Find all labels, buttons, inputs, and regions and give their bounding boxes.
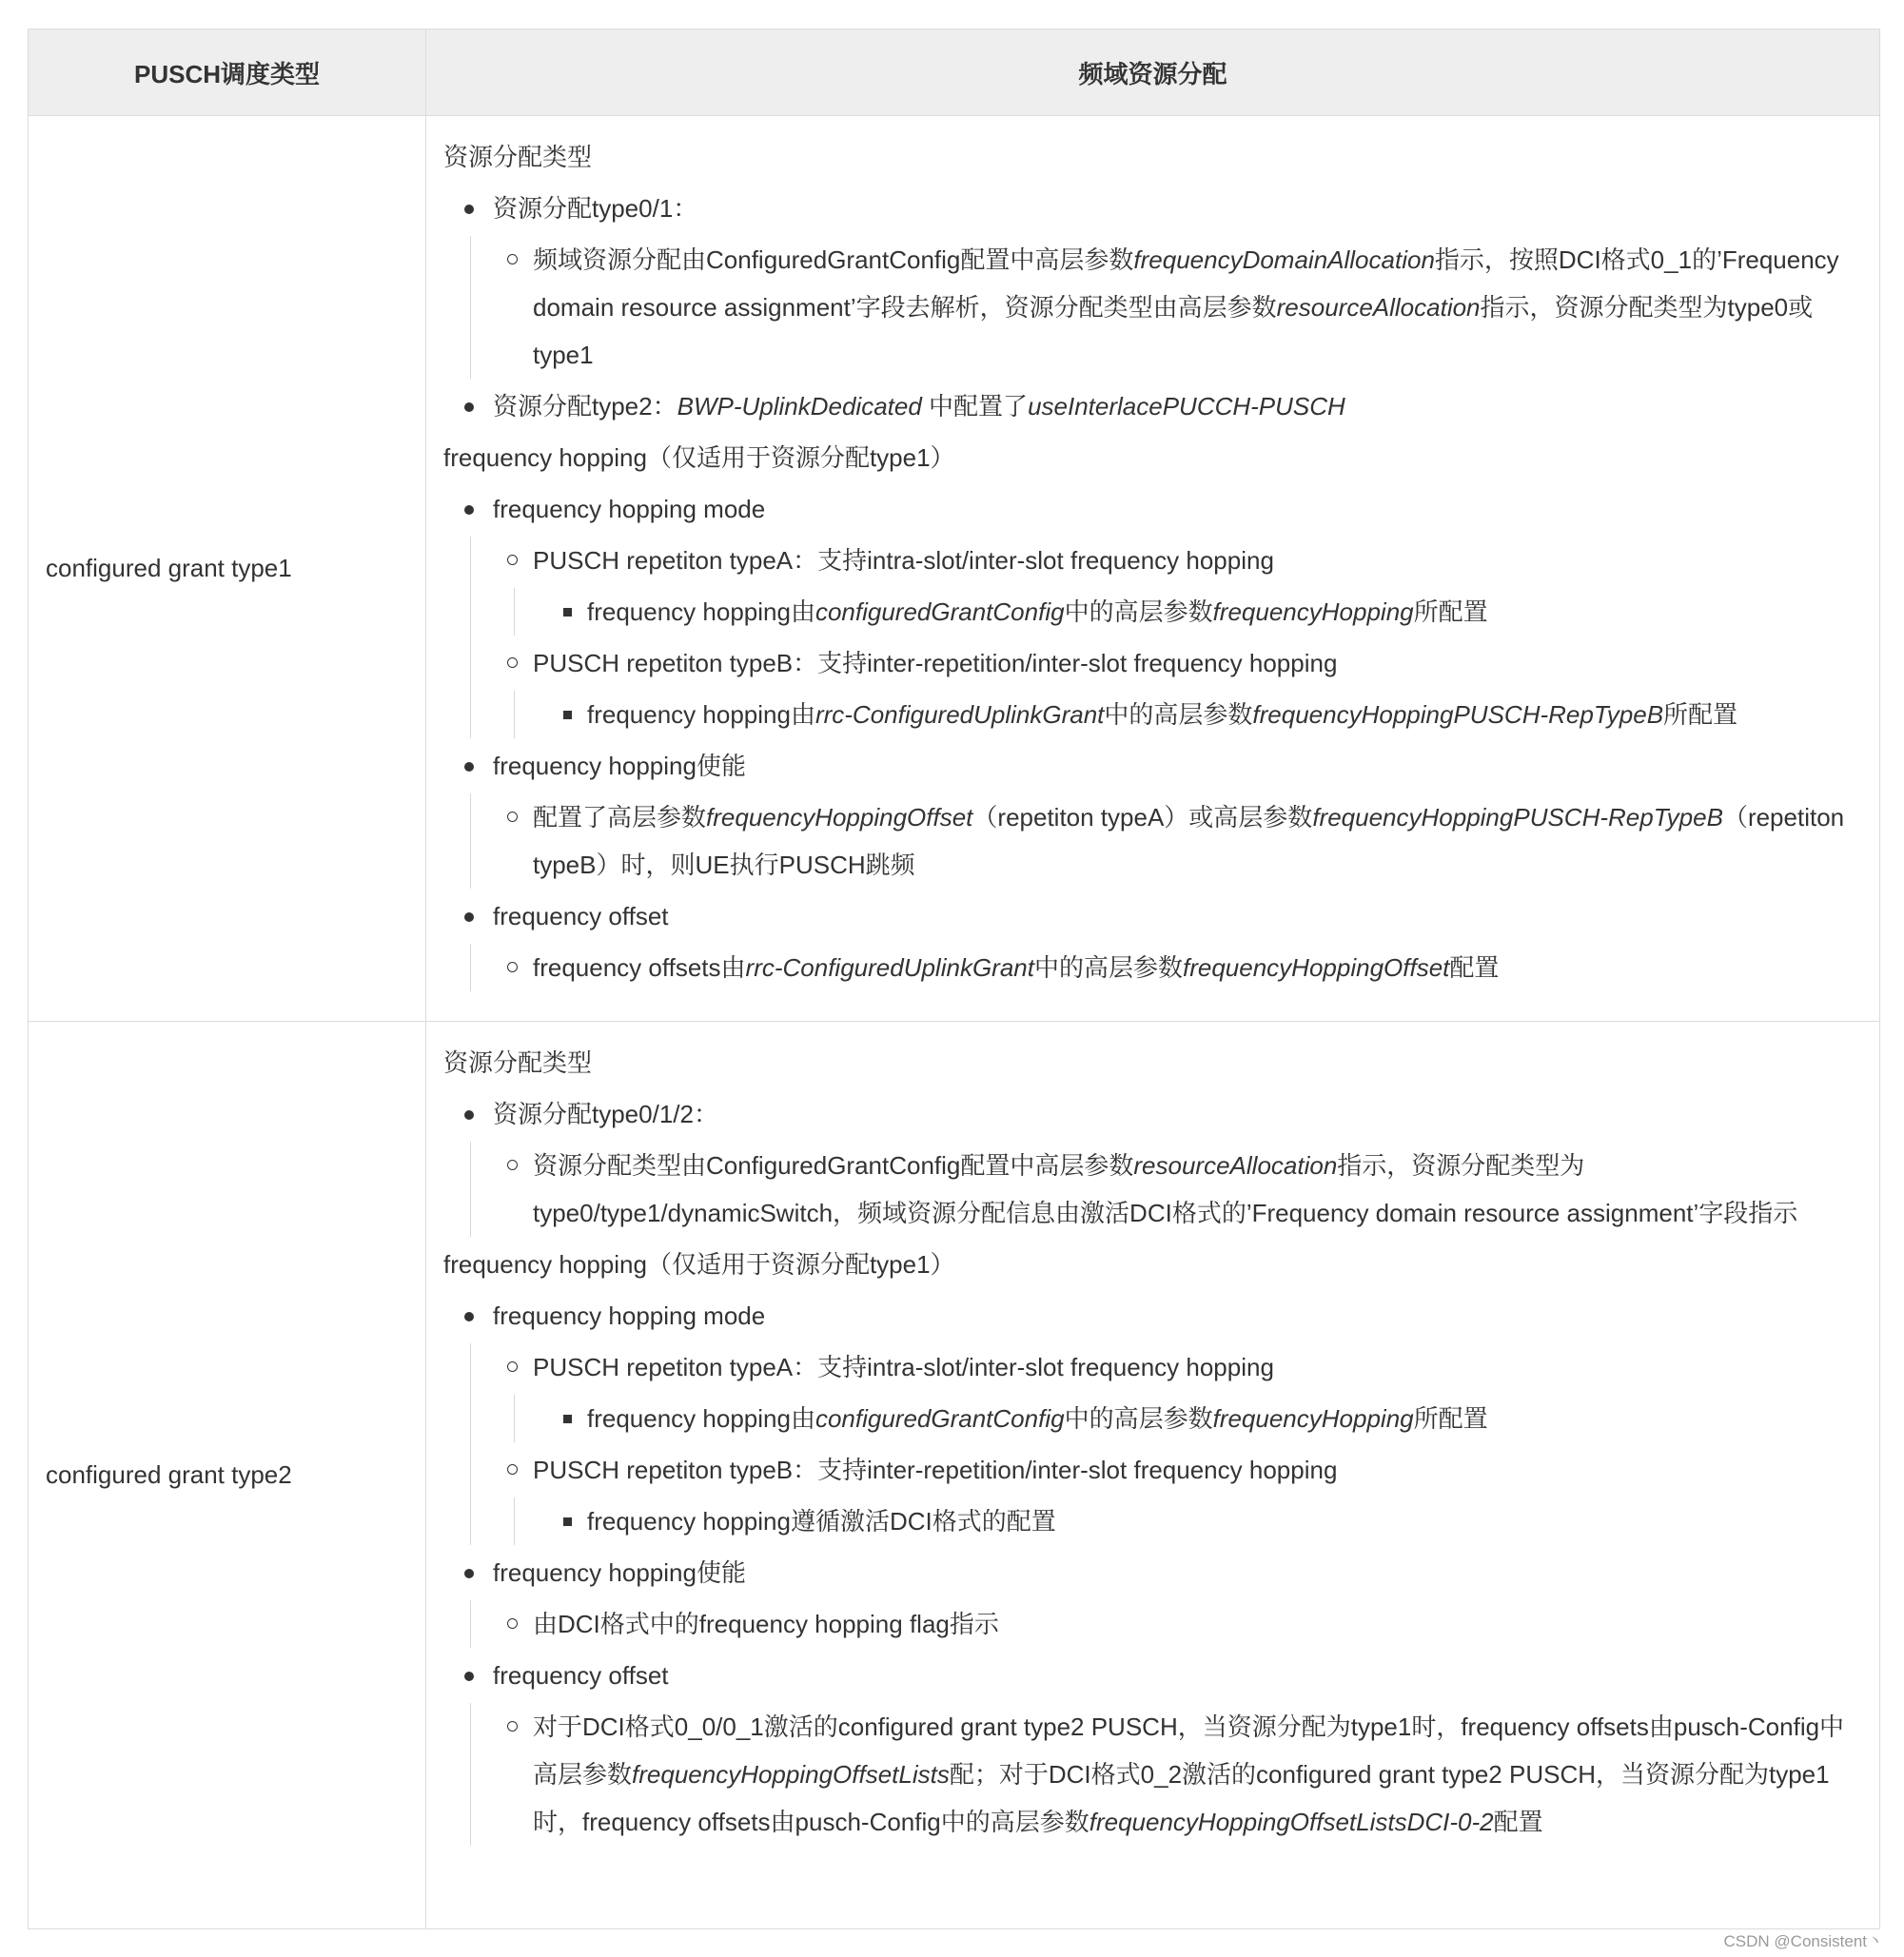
list-item: frequency hopping由rrc-ConfiguredUplinkGrant中的高层参数frequencyHoppingPUSCH-RepTypeB所配置 xyxy=(563,691,1851,738)
list-item: frequency hopping遵循激活DCI格式的配置 xyxy=(563,1497,1851,1545)
list-item: frequency offset xyxy=(443,892,1851,940)
list-item: frequency offsets由rrc-ConfiguredUplinkGrant中的高层参数frequencyHoppingOffset配置 xyxy=(506,944,1851,991)
list-item: 资源分配type2：BWP-UplinkDedicated 中配置了useInterlacePUCCH-PUSCH xyxy=(443,382,1851,430)
nested-list xyxy=(470,1142,1851,1237)
resource-allocation-table xyxy=(28,29,1880,1929)
header-pusch-type: PUSCH调度类型 xyxy=(29,29,426,116)
watermark: CSDN @Consistent丶 xyxy=(1723,1932,1883,1950)
list-item: 由DCI格式中的frequency hopping flag指示 xyxy=(506,1600,1851,1648)
nested-list xyxy=(470,944,1851,991)
nested-list xyxy=(514,1395,1851,1442)
row-type-label: configured grant type1 xyxy=(29,116,426,1022)
list-item: 资源分配type0/1/2： xyxy=(443,1090,1851,1138)
list-item: PUSCH repetiton typeA：支持intra-slot/inter-slot frequency hopping xyxy=(506,1343,1851,1391)
list-item: frequency hopping使能 xyxy=(443,1549,1851,1596)
nested-list xyxy=(470,1600,1851,1648)
nested-list xyxy=(514,1497,1851,1545)
alloc-title: 资源分配类型 xyxy=(443,143,593,171)
hop-title: frequency hopping（仅适用于资源分配type1） xyxy=(443,1250,955,1279)
nested-list xyxy=(470,1703,1851,1846)
alloc-title: 资源分配类型 xyxy=(443,1048,593,1077)
list-item: PUSCH repetiton typeB：支持inter-repetition/inter-slot frequency hopping xyxy=(506,1446,1851,1494)
nested-list xyxy=(470,793,1851,889)
table-row xyxy=(29,116,1880,1022)
nested-list xyxy=(470,236,1851,379)
list-item: 频域资源分配由ConfiguredGrantConfig配置中高层参数frequencyDomainAllocation指示，按照DCI格式0_1的’Frequency domain resource assignment’字段去解析，资源分配类型由高层参数resourceAllocation指示，资源分配类型为type0或type1 xyxy=(506,236,1851,379)
table-header-row xyxy=(29,29,1880,116)
row-content xyxy=(426,116,1880,1022)
nested-list xyxy=(514,691,1851,738)
table-row xyxy=(29,1022,1880,1929)
nested-list xyxy=(470,537,1851,738)
list-item: 对于DCI格式0_0/0_1激活的configured grant type2 PUSCH，当资源分配为type1时，frequency offsets由pusch-Config中高层参数frequencyHoppingOffsetLists配；对于DCI格式0_2激活的configured grant type2 PUSCH，当资源分配为type1时，frequency offsets由pusch-Config中的高层参数frequencyHoppingOffsetListsDCI-0-2配置 xyxy=(506,1703,1851,1846)
list-item: PUSCH repetiton typeA：支持intra-slot/inter-slot frequency hopping xyxy=(506,537,1851,584)
hop-title: frequency hopping（仅适用于资源分配type1） xyxy=(443,443,955,472)
row-type-label: configured grant type2 xyxy=(29,1022,426,1929)
nested-list xyxy=(514,588,1851,636)
list-item: 资源分配type0/1： xyxy=(443,185,1851,232)
list-item: frequency hopping使能 xyxy=(443,742,1851,790)
list-item: 配置了高层参数frequencyHoppingOffset（repetiton typeA）或高层参数frequencyHoppingPUSCH-RepTypeB（repetiton typeB）时，则UE执行PUSCH跳频 xyxy=(506,793,1851,889)
list-item: frequency hopping mode xyxy=(443,485,1851,533)
header-freq-alloc: 频域资源分配 xyxy=(426,29,1880,116)
row-content xyxy=(426,1022,1880,1929)
list-item: frequency hopping由configuredGrantConfig中的高层参数frequencyHopping所配置 xyxy=(563,588,1851,636)
list-item: PUSCH repetiton typeB：支持inter-repetition/inter-slot frequency hopping xyxy=(506,639,1851,687)
list-item: frequency hopping mode xyxy=(443,1292,1851,1340)
list-item: frequency hopping由configuredGrantConfig中的高层参数frequencyHopping所配置 xyxy=(563,1395,1851,1442)
list-item: 资源分配类型由ConfiguredGrantConfig配置中高层参数resourceAllocation指示，资源分配类型为type0/type1/dynamicSwitch，频域资源分配信息由激活DCI格式的’Frequency domain resource assignment’字段指示 xyxy=(506,1142,1851,1237)
list-item: frequency offset xyxy=(443,1652,1851,1699)
nested-list xyxy=(470,1343,1851,1545)
